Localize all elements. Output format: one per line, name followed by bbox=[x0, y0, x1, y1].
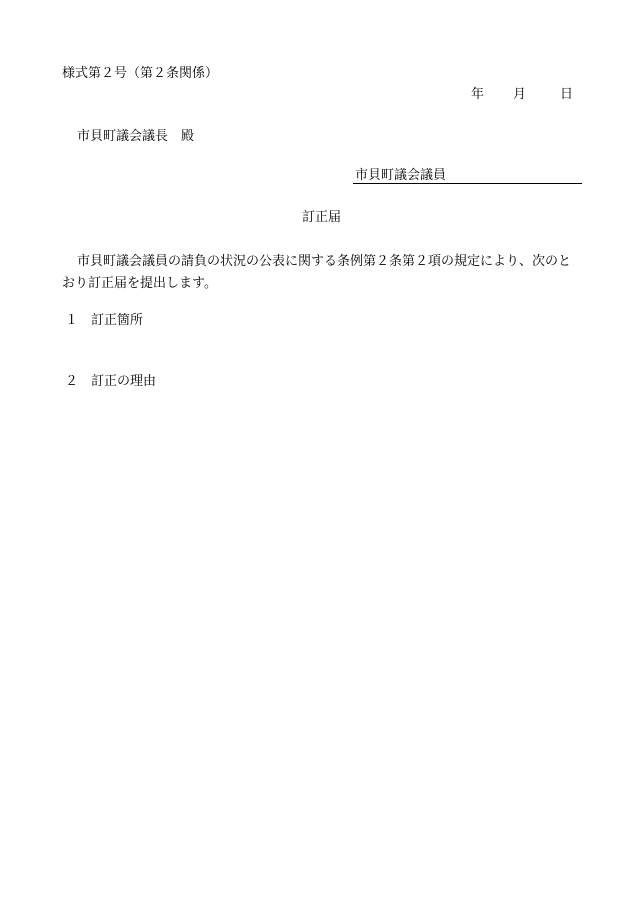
year-label: 年 bbox=[471, 87, 485, 102]
item-number: １ bbox=[65, 313, 79, 328]
list-item bbox=[65, 375, 156, 388]
sender-signature-line bbox=[353, 169, 582, 184]
form-number: 様式第２号（第２条関係） bbox=[62, 66, 219, 81]
day-label: 日 bbox=[560, 87, 574, 102]
month-label: 月 bbox=[513, 87, 527, 102]
addressee: 市貝町議会議長 殿 bbox=[77, 129, 195, 144]
item-number: ２ bbox=[65, 374, 79, 389]
item-label: 訂正の理由 bbox=[91, 374, 157, 389]
sender-label: 市貝町議会議員 bbox=[355, 168, 447, 183]
document-title: 訂正届 bbox=[302, 210, 342, 225]
item-label: 訂正箇所 bbox=[91, 313, 144, 328]
body-text: 市貝町議会議員の請負の状況の公表に関する条例第２条第２項の規定により、次のとおり訂正届を提出します。 bbox=[62, 254, 572, 291]
date-line bbox=[471, 88, 573, 101]
list-item bbox=[65, 314, 143, 327]
